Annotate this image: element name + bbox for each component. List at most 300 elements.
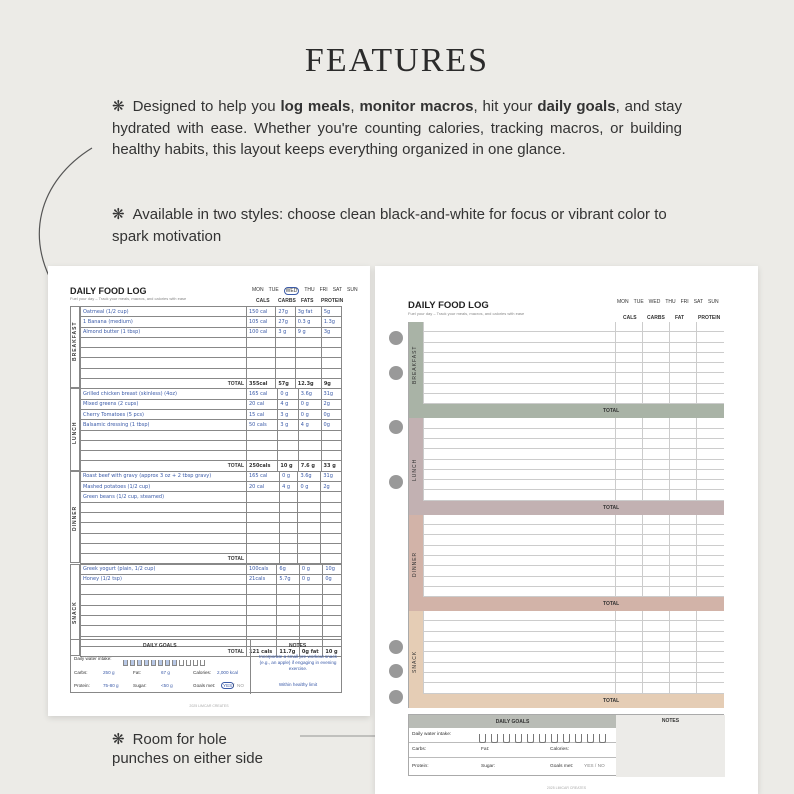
total-row bbox=[423, 501, 724, 515]
macro-value[interactable]: 0g bbox=[321, 409, 341, 419]
macro-value[interactable]: 1.3g bbox=[321, 317, 341, 327]
macro-value[interactable] bbox=[295, 358, 321, 368]
macro-value[interactable] bbox=[276, 337, 295, 347]
food-item[interactable]: Greek yogurt (plain, 1/2 cup) bbox=[81, 564, 247, 574]
macro-value[interactable]: 100cals bbox=[247, 564, 277, 574]
macro-value[interactable] bbox=[280, 523, 298, 533]
food-item[interactable] bbox=[81, 543, 247, 553]
water-cup-icon[interactable] bbox=[527, 734, 534, 743]
table-row[interactable] bbox=[423, 460, 724, 470]
water-cup-icon[interactable] bbox=[575, 734, 582, 743]
macro-value[interactable] bbox=[298, 523, 321, 533]
macro-value[interactable] bbox=[247, 440, 278, 450]
macro-value[interactable]: 105 cal bbox=[247, 317, 276, 327]
water-cup-icon[interactable] bbox=[123, 660, 128, 666]
total-value[interactable] bbox=[280, 554, 298, 564]
total-row bbox=[81, 461, 342, 471]
water-cup-icon[interactable] bbox=[179, 660, 184, 666]
table-row bbox=[81, 451, 342, 461]
table-row[interactable] bbox=[423, 384, 724, 394]
day-tue[interactable]: TUE bbox=[633, 299, 644, 305]
page-title: FEATURES bbox=[304, 42, 490, 79]
table-row[interactable] bbox=[423, 322, 724, 332]
table-row bbox=[81, 502, 342, 512]
macro-value[interactable] bbox=[276, 358, 295, 368]
table-row[interactable] bbox=[423, 429, 724, 439]
table-row bbox=[81, 420, 342, 430]
total-value[interactable]: 7.6 g bbox=[298, 461, 321, 471]
table-row[interactable] bbox=[423, 480, 724, 490]
water-cup-icon[interactable] bbox=[599, 734, 606, 743]
macro-value[interactable] bbox=[277, 585, 300, 595]
food-item[interactable]: Green beans (1/2 cup, steamed) bbox=[81, 492, 247, 502]
macro-value[interactable]: 0 g bbox=[298, 409, 321, 419]
day-thu[interactable]: THU bbox=[665, 299, 676, 305]
table-row bbox=[81, 533, 342, 543]
table-row[interactable] bbox=[423, 535, 724, 545]
macro-value[interactable]: 0g bbox=[321, 420, 341, 430]
macro-value[interactable] bbox=[280, 512, 298, 522]
day-fri[interactable]: FRI bbox=[680, 299, 689, 305]
total-value[interactable]: 121 cals bbox=[247, 646, 277, 656]
table-row[interactable] bbox=[423, 577, 724, 587]
food-log-sheet-bw bbox=[48, 266, 370, 716]
total-value[interactable]: 250cals bbox=[247, 461, 278, 471]
macro-value[interactable]: 2g bbox=[321, 482, 342, 492]
table-row[interactable] bbox=[423, 353, 724, 363]
meal-rows bbox=[423, 418, 724, 500]
water-cup-icon[interactable] bbox=[539, 734, 546, 743]
food-item[interactable]: Roast beef with gravy (approx 3 oz + 2 tbsp gravy) bbox=[81, 471, 247, 481]
column-header: FAT bbox=[675, 315, 685, 321]
macro-value[interactable]: 165 cal bbox=[247, 389, 278, 399]
total-value[interactable]: 10 g bbox=[278, 461, 298, 471]
water-cup-icon[interactable] bbox=[130, 660, 135, 666]
day-tue[interactable]: TUE bbox=[268, 287, 279, 293]
column-header: CARBS bbox=[647, 315, 665, 321]
macro-value[interactable] bbox=[277, 626, 300, 636]
macro-value[interactable] bbox=[295, 337, 321, 347]
table-row[interactable] bbox=[423, 546, 724, 556]
macro-value[interactable] bbox=[247, 615, 277, 625]
macro-value[interactable] bbox=[278, 430, 298, 440]
table-row bbox=[81, 605, 342, 615]
day-wed[interactable]: WED bbox=[285, 288, 298, 294]
macro-value[interactable] bbox=[298, 533, 321, 543]
macro-value[interactable]: 31g bbox=[321, 471, 342, 481]
table-row[interactable] bbox=[423, 566, 724, 576]
food-item[interactable] bbox=[81, 451, 247, 461]
macro-value[interactable] bbox=[247, 337, 276, 347]
footer-credit: 2025 LIMCAR CREATES bbox=[189, 704, 229, 708]
food-item[interactable] bbox=[81, 348, 247, 358]
table-row bbox=[81, 471, 342, 481]
macro-value[interactable] bbox=[321, 523, 342, 533]
total-row bbox=[81, 379, 342, 389]
food-item[interactable] bbox=[81, 440, 247, 450]
macro-value[interactable] bbox=[278, 451, 298, 461]
food-item[interactable]: Oatmeal (1/2 cup) bbox=[81, 307, 247, 317]
macro-value[interactable] bbox=[247, 430, 278, 440]
meal-rows bbox=[423, 515, 724, 597]
macro-value[interactable]: 20 cal bbox=[247, 482, 280, 492]
macro-value[interactable] bbox=[247, 502, 280, 512]
total-label: TOTAL bbox=[603, 697, 620, 704]
macro-value[interactable] bbox=[323, 626, 342, 636]
hole-punch bbox=[389, 690, 403, 704]
macro-value[interactable]: 3g fat bbox=[295, 307, 321, 317]
macro-value[interactable] bbox=[247, 605, 277, 615]
macro-value[interactable] bbox=[321, 430, 341, 440]
macro-value[interactable] bbox=[280, 492, 298, 502]
macro-value[interactable] bbox=[321, 543, 342, 553]
table-row[interactable] bbox=[423, 652, 724, 662]
table-row bbox=[81, 348, 342, 358]
total-value[interactable] bbox=[247, 554, 280, 564]
table-row[interactable] bbox=[423, 418, 724, 428]
macro-value[interactable] bbox=[323, 605, 342, 615]
macro-value[interactable] bbox=[295, 368, 321, 378]
macro-value[interactable] bbox=[298, 492, 321, 502]
table-row[interactable] bbox=[423, 556, 724, 566]
macro-value[interactable]: 0 g bbox=[299, 564, 322, 574]
total-label: TOTAL bbox=[81, 646, 247, 656]
macro-value[interactable] bbox=[298, 440, 321, 450]
macro-value[interactable] bbox=[247, 595, 277, 605]
day-thu[interactable]: THU bbox=[304, 287, 315, 293]
column-header: CALS bbox=[623, 315, 637, 321]
macro-value[interactable]: 0.3 g bbox=[295, 317, 321, 327]
macro-value[interactable] bbox=[321, 512, 342, 522]
total-value[interactable]: 355cal bbox=[247, 379, 276, 389]
table-row[interactable] bbox=[423, 673, 724, 683]
table-row bbox=[81, 585, 342, 595]
macro-value[interactable] bbox=[276, 348, 295, 358]
meal-label-breakfast: BREAKFAST bbox=[412, 345, 418, 385]
day-mon[interactable]: MON bbox=[252, 287, 264, 293]
total-label: TOTAL bbox=[81, 461, 247, 471]
macro-value[interactable]: 100 cal bbox=[247, 327, 276, 337]
total-value[interactable]: 0g fat bbox=[299, 646, 322, 656]
meal-label-snack: SNACK bbox=[72, 601, 78, 624]
macro-value[interactable]: 27g bbox=[276, 317, 295, 327]
log-tagline: Fuel your day – Track your meals, macros, and calories with ease bbox=[408, 311, 525, 316]
macro-value[interactable] bbox=[295, 348, 321, 358]
macro-value[interactable]: 0g bbox=[323, 574, 342, 584]
meal-label-lunch: LUNCH bbox=[412, 458, 418, 481]
macro-value[interactable] bbox=[277, 615, 300, 625]
table-row[interactable] bbox=[423, 663, 724, 673]
macro-value[interactable] bbox=[323, 595, 342, 605]
food-item[interactable] bbox=[81, 430, 247, 440]
food-item[interactable]: 1 Banana (medium) bbox=[81, 317, 247, 327]
water-cup-icon[interactable] bbox=[479, 734, 486, 743]
meal-label-snack: SNACK bbox=[412, 651, 418, 674]
food-item[interactable] bbox=[81, 512, 247, 522]
macro-value[interactable] bbox=[247, 368, 276, 378]
macro-value[interactable]: 150 cal bbox=[247, 307, 276, 317]
macro-value[interactable] bbox=[298, 502, 321, 512]
water-cup-icon[interactable] bbox=[503, 734, 510, 743]
table-row[interactable] bbox=[423, 515, 724, 525]
macro-value[interactable] bbox=[299, 615, 322, 625]
food-item[interactable]: Cherry Tomatoes (5 pcs) bbox=[81, 409, 247, 419]
notes-panel: NOTES bbox=[616, 715, 725, 777]
water-cup-icon[interactable] bbox=[491, 734, 498, 743]
total-row bbox=[423, 404, 724, 418]
food-item[interactable] bbox=[81, 626, 247, 636]
asterism-icon: ❋ bbox=[112, 98, 125, 115]
meal-label-dinner: DINNER bbox=[412, 551, 418, 577]
water-cup-icon[interactable] bbox=[551, 734, 558, 743]
total-value[interactable]: 12.3g bbox=[295, 379, 321, 389]
total-row bbox=[81, 554, 342, 564]
macro-value[interactable] bbox=[299, 585, 322, 595]
table-row[interactable] bbox=[423, 332, 724, 342]
macro-value[interactable] bbox=[298, 430, 321, 440]
macro-value[interactable] bbox=[247, 512, 280, 522]
column-header: FATS bbox=[301, 298, 314, 304]
food-item[interactable] bbox=[81, 595, 247, 605]
macro-value[interactable] bbox=[247, 533, 280, 543]
macro-value[interactable] bbox=[323, 615, 342, 625]
macro-value[interactable] bbox=[321, 348, 341, 358]
macro-value[interactable] bbox=[247, 585, 277, 595]
water-cup-icon[interactable] bbox=[158, 660, 163, 666]
water-cup-icon[interactable] bbox=[144, 660, 149, 666]
meal-block-dinner bbox=[408, 515, 724, 611]
table-row bbox=[81, 327, 342, 337]
table-row[interactable] bbox=[423, 621, 724, 631]
food-item[interactable]: Honey (1/2 tsp) bbox=[81, 574, 247, 584]
food-item[interactable] bbox=[81, 358, 247, 368]
total-value[interactable]: 33 g bbox=[321, 461, 341, 471]
macro-value[interactable] bbox=[321, 492, 342, 502]
macro-value[interactable]: 10g bbox=[323, 564, 342, 574]
macro-value[interactable] bbox=[321, 440, 341, 450]
table-row bbox=[81, 482, 342, 492]
table-row[interactable] bbox=[423, 587, 724, 597]
macro-value[interactable] bbox=[277, 595, 300, 605]
macro-value[interactable] bbox=[247, 451, 278, 461]
macro-value[interactable]: 9 g bbox=[295, 327, 321, 337]
log-title: DAILY FOOD LOG bbox=[70, 286, 147, 296]
day-sat[interactable]: SAT bbox=[332, 287, 343, 293]
macro-value[interactable] bbox=[298, 451, 321, 461]
macro-value[interactable] bbox=[280, 533, 298, 543]
table-row[interactable] bbox=[423, 683, 724, 693]
macro-value[interactable]: 0 g bbox=[299, 574, 322, 584]
total-label: TOTAL bbox=[603, 408, 620, 415]
total-value[interactable]: 10 g bbox=[323, 646, 342, 656]
day-selector bbox=[617, 299, 724, 305]
total-value[interactable]: 9g bbox=[321, 379, 341, 389]
hole-punch-note: ❋ Room for hole punches on either side bbox=[112, 731, 263, 767]
table-row[interactable] bbox=[423, 439, 724, 449]
total-label: TOTAL bbox=[603, 504, 620, 511]
macro-value[interactable] bbox=[247, 348, 276, 358]
table-row bbox=[81, 574, 342, 584]
day-mon[interactable]: MON bbox=[617, 299, 629, 305]
macro-value[interactable] bbox=[277, 605, 300, 615]
water-cups bbox=[479, 730, 611, 748]
water-cup-icon[interactable] bbox=[165, 660, 170, 666]
table-row bbox=[81, 358, 342, 368]
macro-value[interactable]: 3.6g bbox=[298, 389, 321, 399]
table-row bbox=[81, 543, 342, 553]
macro-value[interactable]: 0 g bbox=[280, 471, 298, 481]
macro-value[interactable]: 27g bbox=[276, 307, 295, 317]
macro-value[interactable]: 4 g bbox=[298, 420, 321, 430]
column-header: CALS bbox=[256, 298, 270, 304]
food-item[interactable]: Mixed greens (2 cups) bbox=[81, 399, 247, 409]
table-row bbox=[81, 615, 342, 625]
macro-value[interactable]: 0 g bbox=[298, 399, 321, 409]
meal-label-breakfast: BREAKFAST bbox=[72, 321, 78, 362]
table-row bbox=[81, 564, 342, 574]
macro-value[interactable] bbox=[276, 368, 295, 378]
macro-value[interactable] bbox=[247, 492, 280, 502]
food-log-sheet-color bbox=[375, 266, 758, 794]
food-item[interactable]: Balsamic dressing (1 tbsp) bbox=[81, 420, 247, 430]
macro-value[interactable] bbox=[299, 605, 322, 615]
macro-value[interactable] bbox=[247, 543, 280, 553]
water-cup-icon[interactable] bbox=[587, 734, 594, 743]
table-row[interactable] bbox=[423, 632, 724, 642]
table-row bbox=[81, 389, 342, 399]
table-row[interactable] bbox=[423, 363, 724, 373]
macro-value[interactable] bbox=[321, 337, 341, 347]
food-item[interactable] bbox=[81, 585, 247, 595]
macro-value[interactable] bbox=[299, 595, 322, 605]
meal-label-lunch: LUNCH bbox=[72, 421, 78, 444]
food-item[interactable]: Mashed potatoes (1/2 cup) bbox=[81, 482, 247, 492]
table-row[interactable] bbox=[423, 394, 724, 404]
hole-punch bbox=[389, 640, 403, 654]
table-row bbox=[81, 337, 342, 347]
macro-value[interactable] bbox=[247, 523, 280, 533]
macro-value[interactable] bbox=[280, 543, 298, 553]
water-cup-icon[interactable] bbox=[172, 660, 177, 666]
hole-punch bbox=[389, 475, 403, 489]
macro-value[interactable] bbox=[321, 358, 341, 368]
daily-goals-header: DAILY GOALS bbox=[409, 715, 616, 728]
day-sat[interactable]: SAT bbox=[693, 299, 704, 305]
day-sun[interactable]: SUN bbox=[708, 299, 719, 305]
table-row[interactable] bbox=[423, 611, 724, 621]
macro-value[interactable] bbox=[278, 440, 298, 450]
macro-value[interactable]: 3.6g bbox=[298, 471, 321, 481]
macro-value[interactable]: 31g bbox=[321, 389, 341, 399]
table-row[interactable] bbox=[423, 449, 724, 459]
food-item[interactable] bbox=[81, 337, 247, 347]
table-row[interactable] bbox=[423, 343, 724, 353]
food-item[interactable]: Almond butter (1 tbsp) bbox=[81, 327, 247, 337]
water-cup-icon[interactable] bbox=[151, 660, 156, 666]
macro-value[interactable]: 20 cal bbox=[247, 399, 278, 409]
macro-value[interactable]: 165 cal bbox=[247, 471, 280, 481]
food-item[interactable] bbox=[81, 368, 247, 378]
table-row[interactable] bbox=[423, 525, 724, 535]
food-item[interactable] bbox=[81, 615, 247, 625]
food-item[interactable]: Grilled chicken breast (skinless) (4oz) bbox=[81, 389, 247, 399]
water-cup-icon[interactable] bbox=[186, 660, 191, 666]
water-cup-icon[interactable] bbox=[563, 734, 570, 743]
asterism-icon: ❋ bbox=[112, 731, 125, 748]
macro-value[interactable] bbox=[321, 451, 341, 461]
macro-value[interactable] bbox=[323, 585, 342, 595]
macro-value[interactable]: 3 g bbox=[278, 409, 298, 419]
macro-value[interactable] bbox=[321, 533, 342, 543]
macro-value[interactable]: 4 g bbox=[278, 399, 298, 409]
meal-rows bbox=[423, 322, 724, 404]
day-wed[interactable]: WED bbox=[648, 299, 661, 305]
macro-value[interactable]: 3g bbox=[321, 327, 341, 337]
day-sun[interactable]: SUN bbox=[347, 287, 358, 293]
macro-value[interactable]: 3 g bbox=[278, 420, 298, 430]
total-row bbox=[423, 597, 724, 611]
table-row bbox=[81, 492, 342, 502]
macro-value[interactable]: 5.7g bbox=[277, 574, 300, 584]
goals-met-yes: YES bbox=[223, 683, 233, 688]
total-value[interactable]: 57g bbox=[276, 379, 295, 389]
table-row bbox=[81, 595, 342, 605]
table-row bbox=[81, 440, 342, 450]
macro-value[interactable] bbox=[321, 502, 342, 512]
macro-value[interactable]: 0 g bbox=[298, 482, 321, 492]
macro-value[interactable] bbox=[299, 626, 322, 636]
macro-value[interactable] bbox=[280, 502, 298, 512]
macro-value[interactable]: 2g bbox=[321, 399, 341, 409]
macro-value[interactable] bbox=[247, 626, 277, 636]
macro-value[interactable] bbox=[321, 368, 341, 378]
total-value[interactable]: 11.7g bbox=[277, 646, 300, 656]
table-row[interactable] bbox=[423, 373, 724, 383]
water-cup-icon[interactable] bbox=[200, 660, 205, 666]
table-row[interactable] bbox=[423, 490, 724, 500]
water-cup-icon[interactable] bbox=[515, 734, 522, 743]
table-row bbox=[81, 307, 342, 317]
food-item[interactable] bbox=[81, 605, 247, 615]
macro-value[interactable]: 50 cals bbox=[247, 420, 278, 430]
total-value[interactable] bbox=[321, 554, 342, 564]
macro-value[interactable]: 0 g bbox=[278, 389, 298, 399]
macro-value[interactable]: 4 g bbox=[280, 482, 298, 492]
macro-value[interactable]: 5g bbox=[321, 307, 341, 317]
macro-value[interactable]: 21cals bbox=[247, 574, 277, 584]
water-cup-icon[interactable] bbox=[137, 660, 142, 666]
food-item[interactable] bbox=[81, 523, 247, 533]
table-row[interactable] bbox=[423, 470, 724, 480]
macro-value[interactable]: 3 g bbox=[276, 327, 295, 337]
day-fri[interactable]: FRI bbox=[319, 287, 328, 293]
total-value[interactable] bbox=[298, 554, 321, 564]
meal-side-band bbox=[70, 471, 80, 564]
macro-value[interactable] bbox=[247, 358, 276, 368]
macro-value[interactable] bbox=[298, 543, 321, 553]
meal-table-breakfast bbox=[80, 306, 342, 389]
daily-goals-header: DAILY GOALS bbox=[143, 643, 177, 649]
food-item[interactable] bbox=[81, 533, 247, 543]
macro-value[interactable]: 15 cal bbox=[247, 409, 278, 419]
table-row[interactable] bbox=[423, 642, 724, 652]
column-header: PROTEIN bbox=[321, 298, 344, 304]
macro-value[interactable]: 6g bbox=[277, 564, 300, 574]
food-item[interactable] bbox=[81, 502, 247, 512]
meal-block-breakfast bbox=[408, 322, 724, 418]
water-cup-icon[interactable] bbox=[193, 660, 198, 666]
macro-value[interactable] bbox=[298, 512, 321, 522]
